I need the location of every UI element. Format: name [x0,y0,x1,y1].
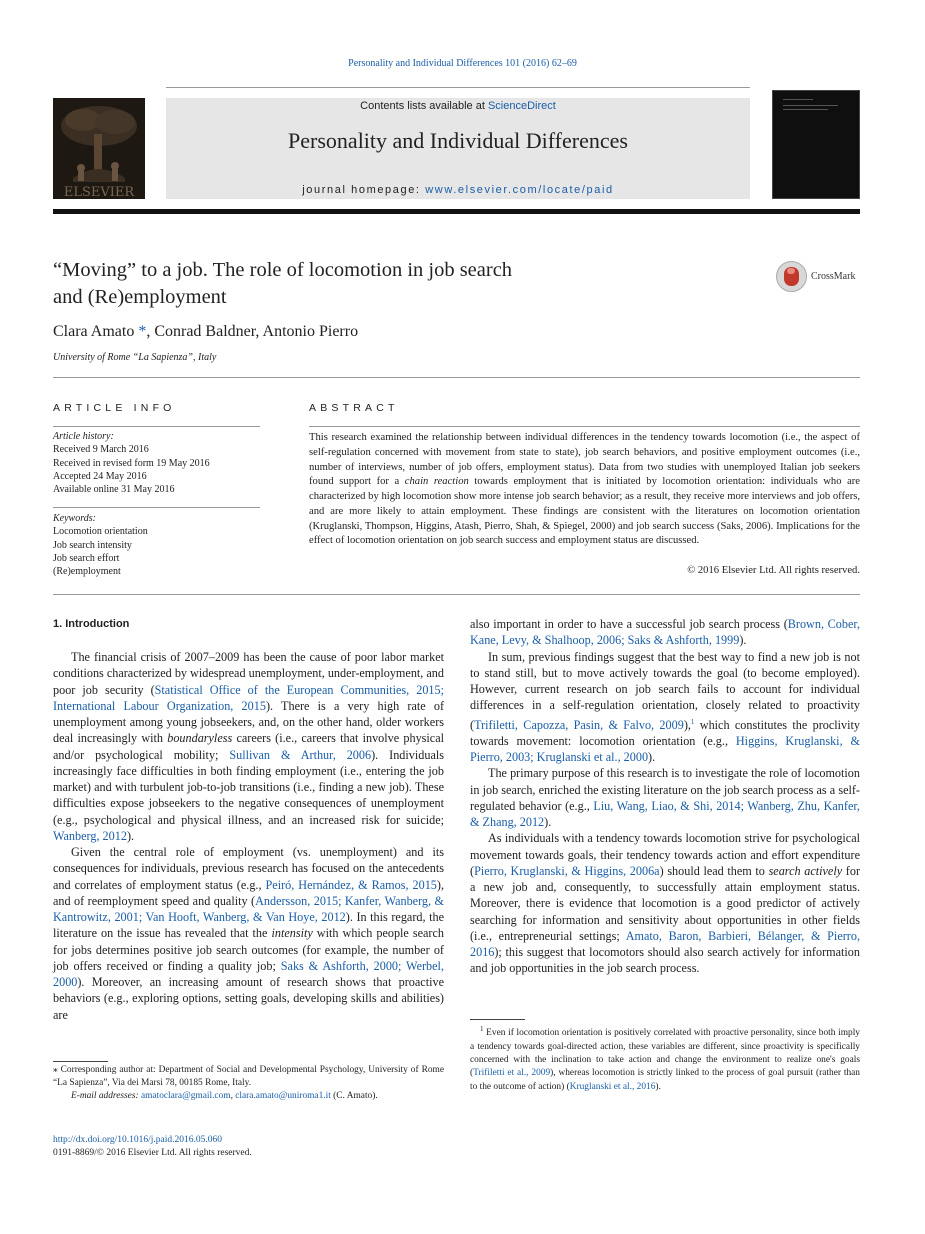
journal-title: Personality and Individual Differences [288,128,628,153]
email-link[interactable]: amatoclara@gmail.com [140,1091,231,1101]
article-title: “Moving” to a job. The role of locomotion in job search and (Re)employment [53,259,513,308]
journal-header-box [166,98,750,199]
keyword-item: Job search intensity [53,539,132,551]
paragraph: In sum, previous findings suggest that the best way to find a new job is not to stand still, but to move actively towards the goal (to become employed). However, current research on job search fails to account for individual differences in a self-regulation orientation, closely related to proactivity (Trifiletti, Capozza, Pasin, & Falvo, 2009),$^1$ which constitutes the proclivity towards movement: locomotion orientation (e.g., Higgins, Kruglanski, & Pierro, 2003; Kruglanski et al., 2000). [470,649,860,765]
journal-cover-thumbnail [772,90,860,199]
footnote-1: $^1$ Even if locomotion orientation is positively correlated with proactive personality, since both imply a tendency towards goal-directed action, these variables are different, since proactivity is specifically concerned with the inclination to take action and change the environment to realize one's goals (Trifiletti et al., 2009), whereas locomotion is strictly linked to the process of goal pursuit (rather than to the outcome of action) (Kruglanski et al., 2016). [470,1025,860,1092]
history-item: Available online 31 May 2016 [53,484,175,496]
affiliation: University of Rome “La Sapienza”, Italy [53,352,217,363]
reference-link[interactable]: Kruglanski et al., 2016 [569,1081,656,1092]
sciencedirect-link[interactable]: ScienceDirect [487,100,556,112]
elsevier-logo [53,98,145,199]
body-column-left [53,649,444,1023]
journal-homepage-line: journal homepage: www.elsevier.com/locate/paid [302,184,614,196]
corresponding-author-mark[interactable]: * [134,323,147,340]
paragraph: also important in order to have a successful job search process (Brown, Cober, Kane, Levy, & Shalhoop, 2006; Saks & Ashforth, 1999). [470,617,860,648]
contents-available-line: Contents lists available at ScienceDirect [360,100,556,112]
paragraph: The financial crisis of 2007–2009 has been the cause of poor labor market conditions characterized by widespread unemployment, under-employment, and poor job security (Statistical Office of the European Communities, 2015; International Labour Organization, 2015). There is a very high rate of unemployment among young jobseekers, and, on the other hand, older workers deal increasingly with boundaryless careers (i.e., careers that involve physical and/or psychological mobility; Sullivan & Arthur, 2006). Individuals increasingly face difficulties in both finding employment (i.e., entering the job market) and with turbulent job-to-job transitions (i.e., finding a new job). These difficulties expose jobseekers to the negative consequences of unemployment (e.g., psychological and physical illness, and an increased risk for suicide; Wanberg, 2012). [53,650,445,843]
keyword-item: Locomotion orientation [53,526,148,538]
history-label: Article history: [53,431,114,442]
header-bottom-rule [53,209,860,214]
footnote-marker[interactable]: 1 [690,717,695,726]
reference-link[interactable]: Statistical Office of the European Communities, 2015; International Labour Organization, 2015 [53,682,444,713]
reference-link[interactable]: Sullivan & Arthur, 2006 [229,747,372,762]
cover-decoration [783,105,838,106]
section-heading-introduction: 1. Introduction [53,618,130,630]
history-item: Received in revised form 19 May 2016 [53,457,210,469]
reference-link[interactable]: Brown, Cober, Kane, Levy, & Shalhoop, 2006; Saks & Ashforth, 1999 [470,617,860,648]
reference-link[interactable]: Peiró, Hernández, & Ramos, 2015 [265,877,437,892]
article-info-heading: ARTICLE INFO [53,402,176,414]
reference-link[interactable]: Higgins, Kruglanski, & Pierro, 2003; Kruglanski et al., 2000 [470,733,860,765]
abstract-text: This research examined the relationship between individual differences in the tendency towards locomotion (i.e., the aspect of self-regulation concerned with movement from state to state), job search behaviors, and positive employment outcomes (i.e., number of interviews, number of job offers, employment status). Data from two studies with unemployed Italian job seekers found support for a chain reaction towards employment that is initiated by locomotion orientation: individuals who are characterized by high locomotion show more intense job search behavior; as a result, they receive more interviews and job offers, and are more likely to attain employment. These findings are consistent with the literatures on locomotion orientation (Kruglanski, Thompson, Higgins, Atash, Pierro, Shah, & Spiegel, 2000) and job search success (Saks, 2006). Implications for the effect of locomotion orientation on job search success and employment status are discussed. [309,432,860,547]
cover-decoration [783,99,813,100]
keyword-item: Job search effort [53,552,120,564]
elsevier-wordmark: ELSEVIER [63,185,135,199]
article-info-rule [53,507,260,508]
abstract-copyright: © 2016 Elsevier Ltd. All rights reserved. [687,565,860,576]
footnote-rule [470,1019,525,1020]
crossmark-label: CrossMark [811,271,856,282]
reference-link[interactable]: Trifiletti, Capozza, Pasin, & Falvo, 2009 [474,717,684,732]
reference-link[interactable]: Amato, Baron, Barbieri, Bélanger, & Pierro, 2016 [470,928,860,960]
article-history [53,430,260,496]
history-item: Received 9 March 2016 [53,444,149,456]
abstract-heading: ABSTRACT [309,402,399,414]
reference-link[interactable]: Saks & Ashforth, 2000; Werbel, 2000 [53,958,444,989]
header-top-rule [166,87,750,88]
article-info-rule [53,426,260,427]
paragraph: Given the central role of employment (vs. unemployment) and its consequences for individuals, previous research has focused on the antecedents and correlates of employment status (e.g., Peiró, Hernández, & Ramos, 2015), and of reemployment speed and quality (Andersson, 2015; Kanfer, Wanberg, & Kantrowitz, 2001; Van Hooft, Wanberg, & Van Hoye, 2012). In this regard, the literature on the issue has revealed that the intensity with which people search for jobs determines positive job search outcomes (for example, the number of job offers received or finding a quality job; Saks & Ashforth, 2000; Werbel, 2000). Moreover, an increasing amount of research shows that proactive behaviors (e.g., exploring options, setting goals, developing skills and abilities) are [53,845,444,1022]
reference-link[interactable]: Liu, Wang, Liao, & Shi, 2014; Wanberg, Zhu, Kanfer, & Zhang, 2012 [470,798,860,830]
author-list: Clara Amato *, Conrad Baldner, Antonio Pierro [53,323,359,340]
keywords-label: Keywords: [53,513,96,524]
footnote-rule [53,1061,108,1062]
abstract-rule [309,426,860,427]
keyword-item: (Re)employment [53,566,121,578]
cover-decoration [783,109,828,110]
journal-citation-link[interactable]: Personality and Individual Differences 101 (2016) 62–69 [348,58,577,69]
reference-link[interactable]: Trifiletti et al., 2009 [473,1068,551,1079]
crossmark-icon [776,261,807,292]
doi-link[interactable]: http://dx.doi.org/10.1016/j.paid.2016.05.060 [53,1135,222,1145]
crossmark-badge[interactable] [776,261,866,295]
journal-homepage-link[interactable]: www.elsevier.com/locate/paid [425,184,614,196]
history-item: Accepted 24 May 2016 [53,470,147,482]
reference-link[interactable]: Pierro, Kruglanski, & Higgins, 2006a [474,863,660,878]
reference-link[interactable]: Andersson, 2015; Kanfer, Wanberg, & Kantrowitz, 2001; Van Hooft, Wanberg, & Van Hoye, 2012 [53,893,444,924]
section-divider [53,377,860,378]
body-column-right [470,616,860,977]
issn-copyright: 0191-8869/© 2016 Elsevier Ltd. All rights reserved. [53,1148,252,1158]
keywords [53,512,260,578]
reference-link[interactable]: Wanberg, 2012 [53,828,127,843]
section-divider [53,594,860,595]
email-link[interactable]: clara.amato@uniroma1.it [235,1091,331,1101]
paragraph: The primary purpose of this research is to investigate the role of locomotion in job search, enriched the existing literature on the job search process as a self-regulated behavior (e.g., Liu, Wang, Liao, & Shi, 2014; Wanberg, Zhu, Kanfer, & Zhang, 2012). [470,766,860,830]
corresponding-author-footnote: ⁎ Corresponding author at: Department of Social and Developmental Psychology, University of Rome “La Sapienza”, Via dei Marsi 78, 00185 Rome, Italy. E-mail addresses: amatoclara@gmail.com, clara.amato@uniroma1.it (C. Amato). [53,1065,444,1101]
paragraph: As individuals with a tendency towards locomotion strive for psychological movement towards goals, their tendency towards action and effort expenditure (Pierro, Kruglanski, & Higgins, 2006a) should lead them to search actively for a new job and, consequently, to successfully attain employment status. Moreover, there is evidence that locomotion is a good predictor of actively searching for information and sensitivity about opportunities in other fields (i.e., entrepreneurial settings; Amato, Baron, Barbieri, Bélanger, & Pierro, 2016); this suggest that locomotors should also search actively for information and job opportunities in the job search process. [470,831,860,976]
